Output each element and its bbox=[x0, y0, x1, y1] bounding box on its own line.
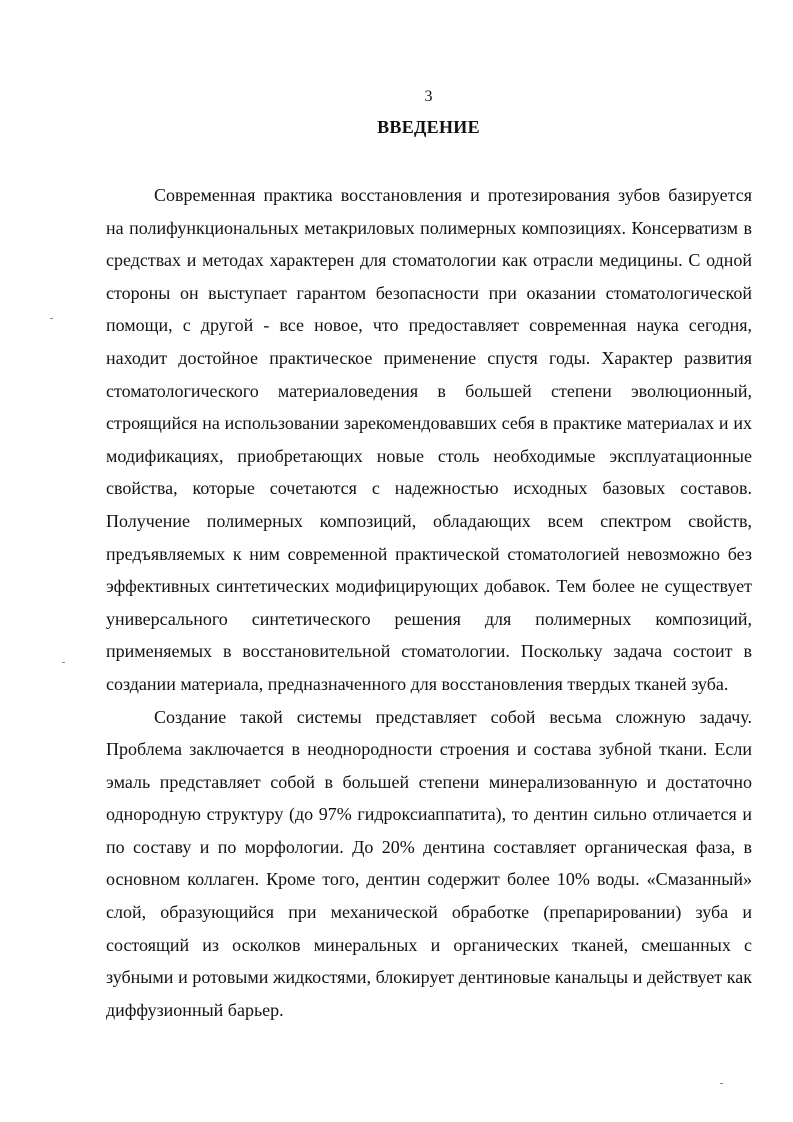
page-number: 3 bbox=[424, 88, 433, 105]
scan-speck bbox=[62, 662, 65, 663]
paragraph-1: Современная практика восстановления и протезирования зубов базируется на полифункциональных метакриловых полимерных композициях. Консерватизм в средствах и методах характерен для стоматологии как отрасли медицины. С одной стороны он выступает гарантом безопасности при оказании стоматологической помощи, с другой - все новое, что предоставляет современная наука сегодня, находит достойное практическое применение спустя годы. Характер развития стоматологического материаловедения в большей степени эволюционный, строящийся на использовании зарекомендовавших себя в практике материалах и их модификациях, приобретающих новые столь необходимые эксплуатационные свойства, которые сочетаются с надежностью исходных базовых составов. Получение полимерных композиций, обладающих всем спектром свойств, предъявляемых к ним современной практической стоматологией невозможно без эффективных синтетических модифицирующих добавок. Тем более не существует универсального синтетического решения для полимерных композиций, применяемых в восстановительной стоматологии. Поскольку задача состоит в создании материала, предназначенного для восстановления твердых тканей зуба. bbox=[106, 185, 752, 694]
section-heading: ВВЕДЕНИЕ bbox=[377, 117, 480, 137]
body-text bbox=[106, 179, 752, 1026]
paragraph-2: Создание такой системы представляет собой весьма сложную задачу. Проблема заключается в неоднородности строения и состава зубной ткани. Если эмаль представляет собой в большей степени минерализованную и достаточно однородную структуру (до 97% гидроксиаппатита), то дентин сильно отличается и по составу и по морфологии. До 20% дентина составляет органическая фаза, в основном коллаген. Кроме того, дентин содержит более 10% воды. «Смазанный» слой, образующийся при механической обработке (препарировании) зуба и состоящий из осколков минеральных и органических тканей, смешанных с зубными и ротовыми жидкостями, блокирует дентиновые канальцы и действует как диффузионный барьер. bbox=[106, 706, 752, 1020]
scan-speck bbox=[50, 318, 53, 319]
scan-speck bbox=[720, 1083, 723, 1084]
